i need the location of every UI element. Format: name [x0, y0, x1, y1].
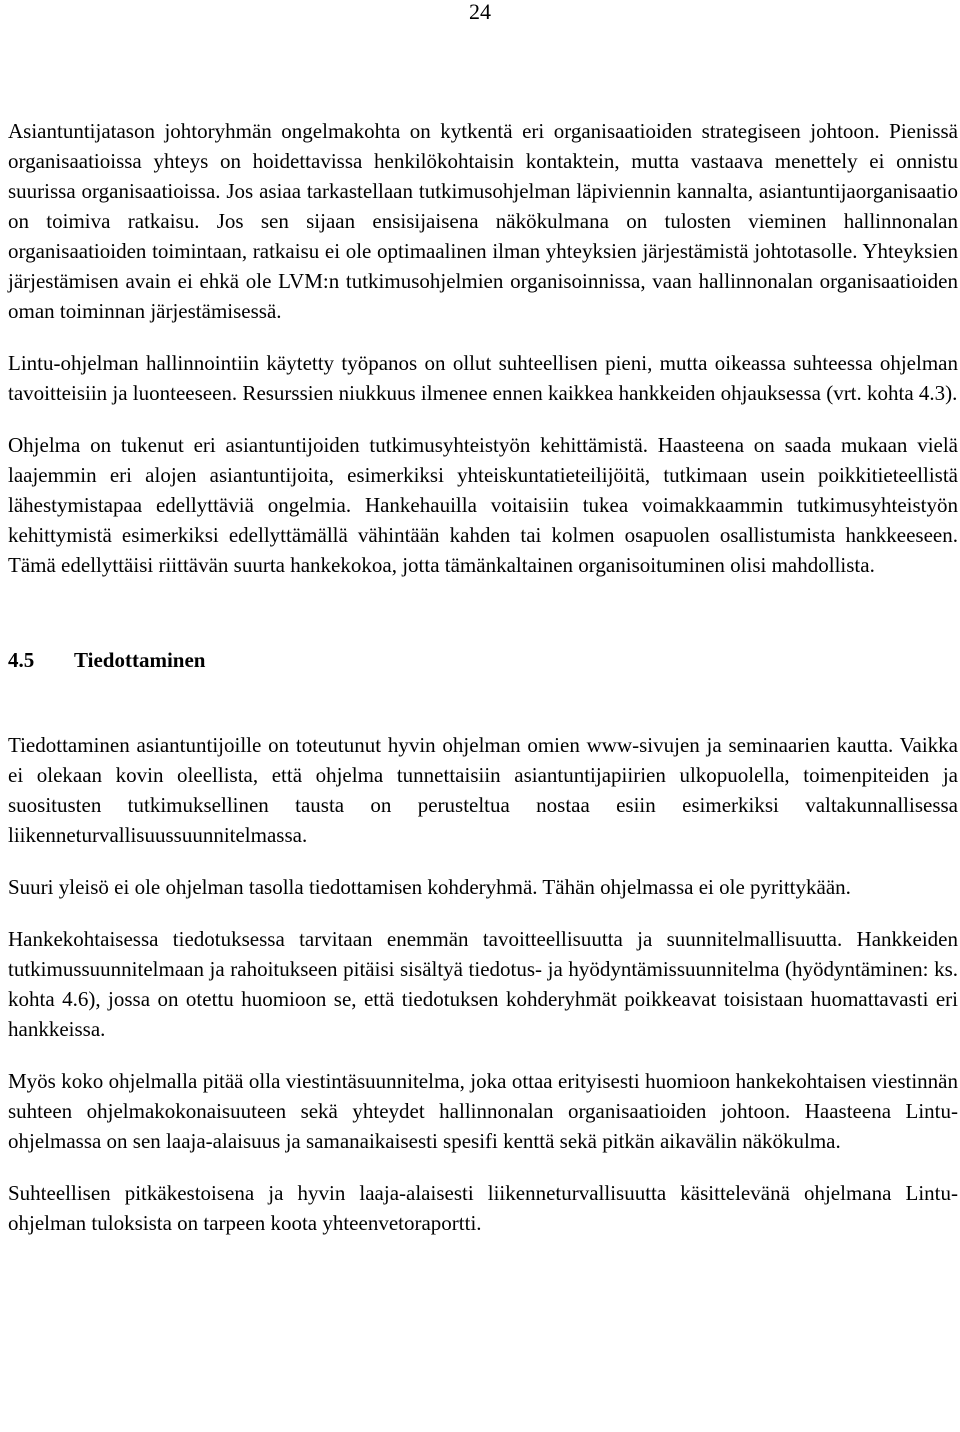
page-number: 24	[469, 0, 491, 24]
paragraph: Asiantuntijatason johtoryhmän ongelmakohta on kytkentä eri organisaatioiden strategiseen johtoon. Pienissä organisaatioissa yhteys on hoidettavissa henkilökohtaisin kontaktein, mutta vastaava menettely ei onnistu suurissa organisaatioissa. Jos asiaa tarkastellaan tutkimusohjelman läpiviennin kannalta, asiantuntijaorganisaatio on toimiva ratkaisu. Jos sen sijaan ensisijaisena näkökulmana on tulosten vieminen hallinnonalan organisaatioiden toimintaan, ratkaisu ei ole optimaalinen ilman yhteyksien järjestämistä johtotasolle. Yhteyksien järjestämisen avain ei ehkä ole LVM:n tutkimusohjelmien organisoinnissa, vaan hallinnonalan organisaatioiden oman toiminnan järjestämisessä.	[8, 119, 958, 323]
page-body	[8, 116, 958, 1238]
paragraph: Hankekohtaisessa tiedotuksessa tarvitaan enemmän tavoitteellisuutta ja suunnitelmallisuutta. Hankkeiden tutkimussuunnitelmaan ja rahoitukseen pitäisi sisältyä tiedotus- ja hyödyntämissuunnitelma (hyödyntäminen: ks. kohta 4.6), jossa on otettu huomioon se, että tiedotuksen kohderyhmät poikkeavat toisistaan huomattavasti eri hankkeissa.	[8, 927, 958, 1041]
section-heading	[8, 645, 958, 675]
paragraph: Suhteellisen pitkäkestoisena ja hyvin laaja-alaisesti liikenneturvallisuutta käsittelevänä ohjelmana Lintu-ohjelman tuloksista on tarpeen koota yhteenvetoraportti.	[8, 1181, 958, 1235]
paragraph: Lintu-ohjelman hallinnointiin käytetty työpanos on ollut suhteellisen pieni, mutta oikeassa suhteessa ohjelman tavoitteisiin ja luonteeseen. Resurssien niukkuus ilmenee ennen kaikkea hankkeiden ohjauksessa (vrt. kohta 4.3).	[8, 351, 958, 405]
section-number: 4.5	[8, 648, 35, 672]
paragraph: Ohjelma on tukenut eri asiantuntijoiden tutkimusyhteistyön kehittämistä. Haasteena on saada mukaan vielä laajemmin eri alojen asiantuntijoita, esimerkiksi yhteiskuntatieteilijöitä, tutkimaan usein poikkitieteellistä lähestymistapaa edellyttäviä ongelmia. Hankehauilla voitaisiin tukea voimakkaammin tutkimusyhteistyön kehittymistä esimerkiksi edellyttämällä vähintään kahden tai kolmen osapuolen osallistumista hankkeeseen. Tämä edellyttäisi riittävän suurta hankekokoa, jotta tämänkaltainen organisoituminen olisi mahdollista.	[8, 433, 958, 577]
paragraph: Suuri yleisö ei ole ohjelman tasolla tiedottamisen kohderyhmä. Tähän ohjelmassa ei ole pyrittykään.	[8, 875, 851, 899]
paragraph: Tiedottaminen asiantuntijoille on toteutunut hyvin ohjelman omien www-sivujen ja seminaarien kautta. Vaikka ei olekaan kovin oleellista, että ohjelma tunnettaisiin asiantuntijapiirien ulkopuolella, toimenpiteiden ja suositusten tutkimuksellinen tausta on perusteltua nostaa esiin esimerkiksi valtakunnallisessa liikenneturvallisuussuunnitelmassa.	[8, 733, 958, 847]
section-title: Tiedottaminen	[74, 648, 206, 672]
paragraph: Myös koko ohjelmalla pitää olla viestintäsuunnitelma, joka ottaa erityisesti huomioon hankekohtaisen viestinnän suhteen ohjelmakokonaisuuteen sekä yhteydet hallinnonalan organisaatioiden johtoon. Haasteena Lintu-ohjelmassa on sen laaja-alaisuus ja samanaikaisesti spesifi kenttä sekä pitkän aikavälin näkökulma.	[8, 1069, 958, 1153]
